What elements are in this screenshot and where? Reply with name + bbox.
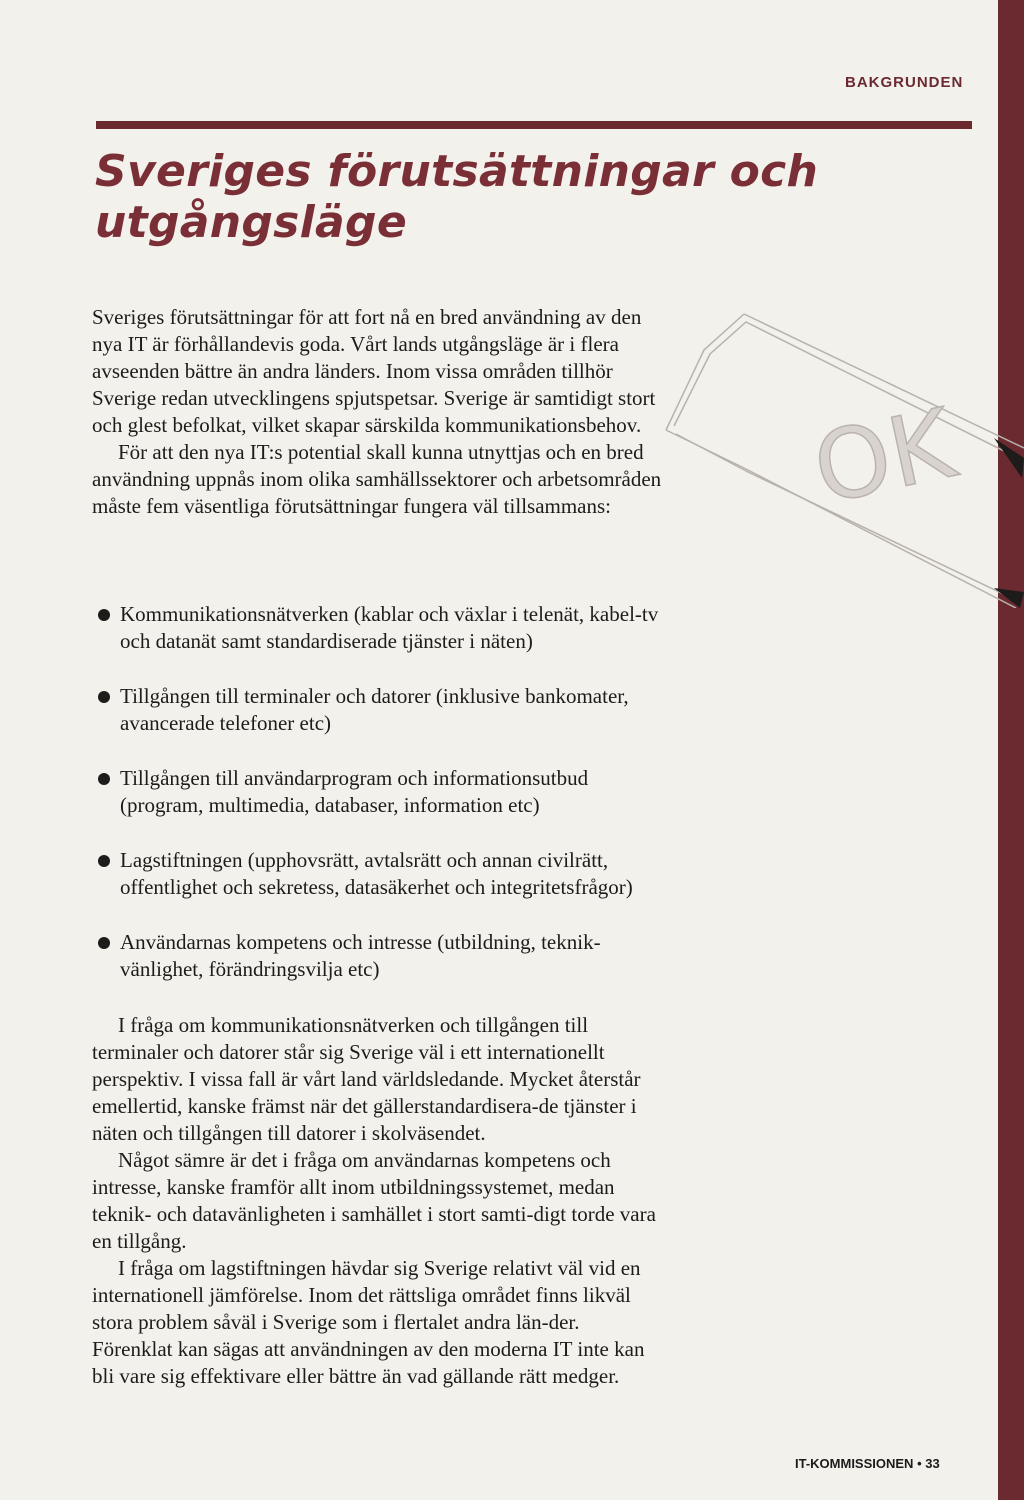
- list-item: [96, 601, 676, 655]
- list-item: [96, 847, 676, 901]
- bullet-icon: [98, 773, 110, 785]
- ok-stamp: [664, 308, 1024, 608]
- bullet-icon: [98, 855, 110, 867]
- bullet-icon: [98, 609, 110, 621]
- closing-text: [92, 1012, 664, 1390]
- header-rule: [96, 121, 972, 129]
- list-item-text: Kommunikationsnätverken (kablar och växlar i telenät, kabel-tv och datanät samt standardiserade tjänster i näten): [120, 602, 659, 653]
- closing-paragraph-1: I fråga om kommunikationsnätverken och tillgången till terminaler och datorer står sig Sverige väl i ett internationellt perspektiv. I vissa fall är vårt land världsledande. Mycket återstår emellertid, kanske främst när det gällerstandardisera-de tjänster i näten och tillgången till datorer i skolväsendet.: [92, 1013, 641, 1145]
- page-title: Sveriges förutsättningar och utgångsläge: [95, 146, 819, 248]
- closing-paragraph-3: I fråga om lagstiftningen hävdar sig Sverige relativt väl vid en internationell jämförelse. Inom det rättsliga området finns likväl stora problem såväl i Sverige som i flertalet andra län-der. Förenklat kan sägas att användningen av den moderna IT inte kan bli vare sig effektivare eller bättre än vad gällande rätt medger.: [92, 1256, 645, 1388]
- page-footer: [795, 1456, 940, 1471]
- footer-separator: •: [917, 1456, 922, 1471]
- list-item-text: Tillgången till terminaler och datorer (inklusive bankomater, avancerade telefoner etc): [120, 684, 629, 735]
- list-item-text: Användarnas kompetens och intresse (utbildning, teknik-vänlighet, förändringsvilja etc): [120, 930, 601, 981]
- list-item-text: Tillgången till användarprogram och informationsutbud (program, multimedia, databaser, information etc): [120, 766, 589, 817]
- stamp-text: OK: [804, 387, 964, 526]
- closing-paragraph-2: Något sämre är det i fråga om användarnas kompetens och intresse, kanske framför allt inom utbildningssystemet, medan teknik- och datavänligheten i samhället i stort samti-digt torde vara en tillgång.: [92, 1148, 656, 1253]
- intro-text: [92, 304, 664, 520]
- prerequisites-list: [96, 601, 676, 1011]
- intro-paragraph-2: För att den nya IT:s potential skall kunna utnyttjas och en bred användning uppnås inom olika samhällssektorer och arbetsområden måste fem väsentliga förutsättningar fungera väl tillsammans:: [92, 440, 662, 518]
- stamp-corner-mark: [994, 438, 1024, 478]
- intro-paragraph-1: Sveriges förutsättningar för att fort nå en bred användning av den nya IT är förhållandevis goda. Vårt lands utgångsläge är i flera avseenden bättre än andra länders. Inom vissa områden tillhör Sverige redan utvecklingens spjutspetsar. Sverige är samtidigt stort och glest befolkat, vilket skapar särskilda kommunikationsbehov.: [92, 305, 656, 437]
- bullet-icon: [98, 691, 110, 703]
- list-item: [96, 683, 676, 737]
- publication-name: IT-KOMMISSIONEN: [795, 1456, 914, 1471]
- list-item-text: Lagstiftningen (upphovsrätt, avtalsrätt och annan civilrätt, offentlighet och sekretess, datasäkerhet och integritetsfrågor): [120, 848, 633, 899]
- section-label: BAKGRUNDEN: [845, 74, 964, 91]
- list-item: [96, 765, 676, 819]
- page-number: 33: [925, 1456, 940, 1471]
- bullet-icon: [98, 937, 110, 949]
- list-item: [96, 929, 676, 983]
